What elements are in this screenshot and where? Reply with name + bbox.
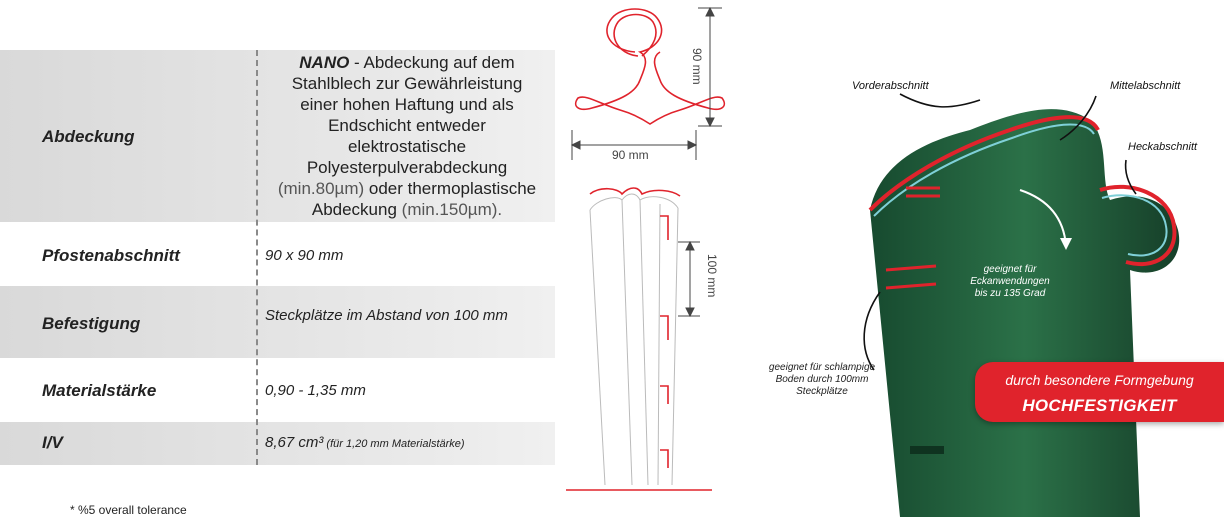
row-label: Materialstärke [42, 381, 157, 400]
nano-label: NANO [299, 53, 350, 72]
callout-middle: Mittelabschnitt [1110, 80, 1181, 92]
row-label: Abdeckung [42, 127, 135, 146]
row-value: 8,67 cm³ (für 1,20 mm Materialstärke) [265, 434, 465, 451]
abdeckung-description: NANO - Abdeckung auf dem Stahlblech zur Gewährleistung einer hohen Haftung und als Endschicht entweder elektrostatische Polyesterpulverabdeckung (min.80µm) oder thermoplastische Abdeckung (min.150µm). [277, 53, 537, 219]
spacing-dimension: 100 mm [705, 254, 719, 298]
row-iv [0, 422, 555, 465]
row-label: Befestigung [42, 314, 141, 333]
row-label: Pfostenabschnitt [42, 246, 180, 265]
post-side-view [560, 180, 740, 517]
row-value: 90 x 90 mm [265, 247, 344, 264]
width-dimension: 90 mm [612, 148, 649, 162]
row-material [0, 358, 555, 422]
callout-corner: geeignet für Eckanwendungen bis zu 135 Grad [970, 264, 1050, 299]
row-value: Steckplätze im Abstand von 100 mm [265, 307, 508, 324]
badge-title: HOCHFESTIGKEIT [1022, 396, 1177, 415]
height-dimension: 90 mm [690, 48, 704, 85]
footnote: * %5 overall tolerance [70, 503, 187, 517]
row-befestigung [0, 286, 555, 358]
badge-subtitle: durch besondere Formgebung [1005, 372, 1194, 388]
row-pfosten [0, 222, 555, 286]
row-value: 0,90 - 1,35 mm [265, 382, 366, 399]
profile-cross-section [560, 0, 740, 170]
callout-rear: Heckabschnitt [1128, 141, 1198, 153]
callout-ground: geeignet für schlampige Boden durch 100mm Steckplätze [768, 362, 876, 397]
strength-badge [975, 362, 1224, 422]
callout-front: Vorderabschnitt [852, 80, 929, 92]
column-divider [256, 50, 258, 465]
row-label: I/V [42, 433, 63, 452]
